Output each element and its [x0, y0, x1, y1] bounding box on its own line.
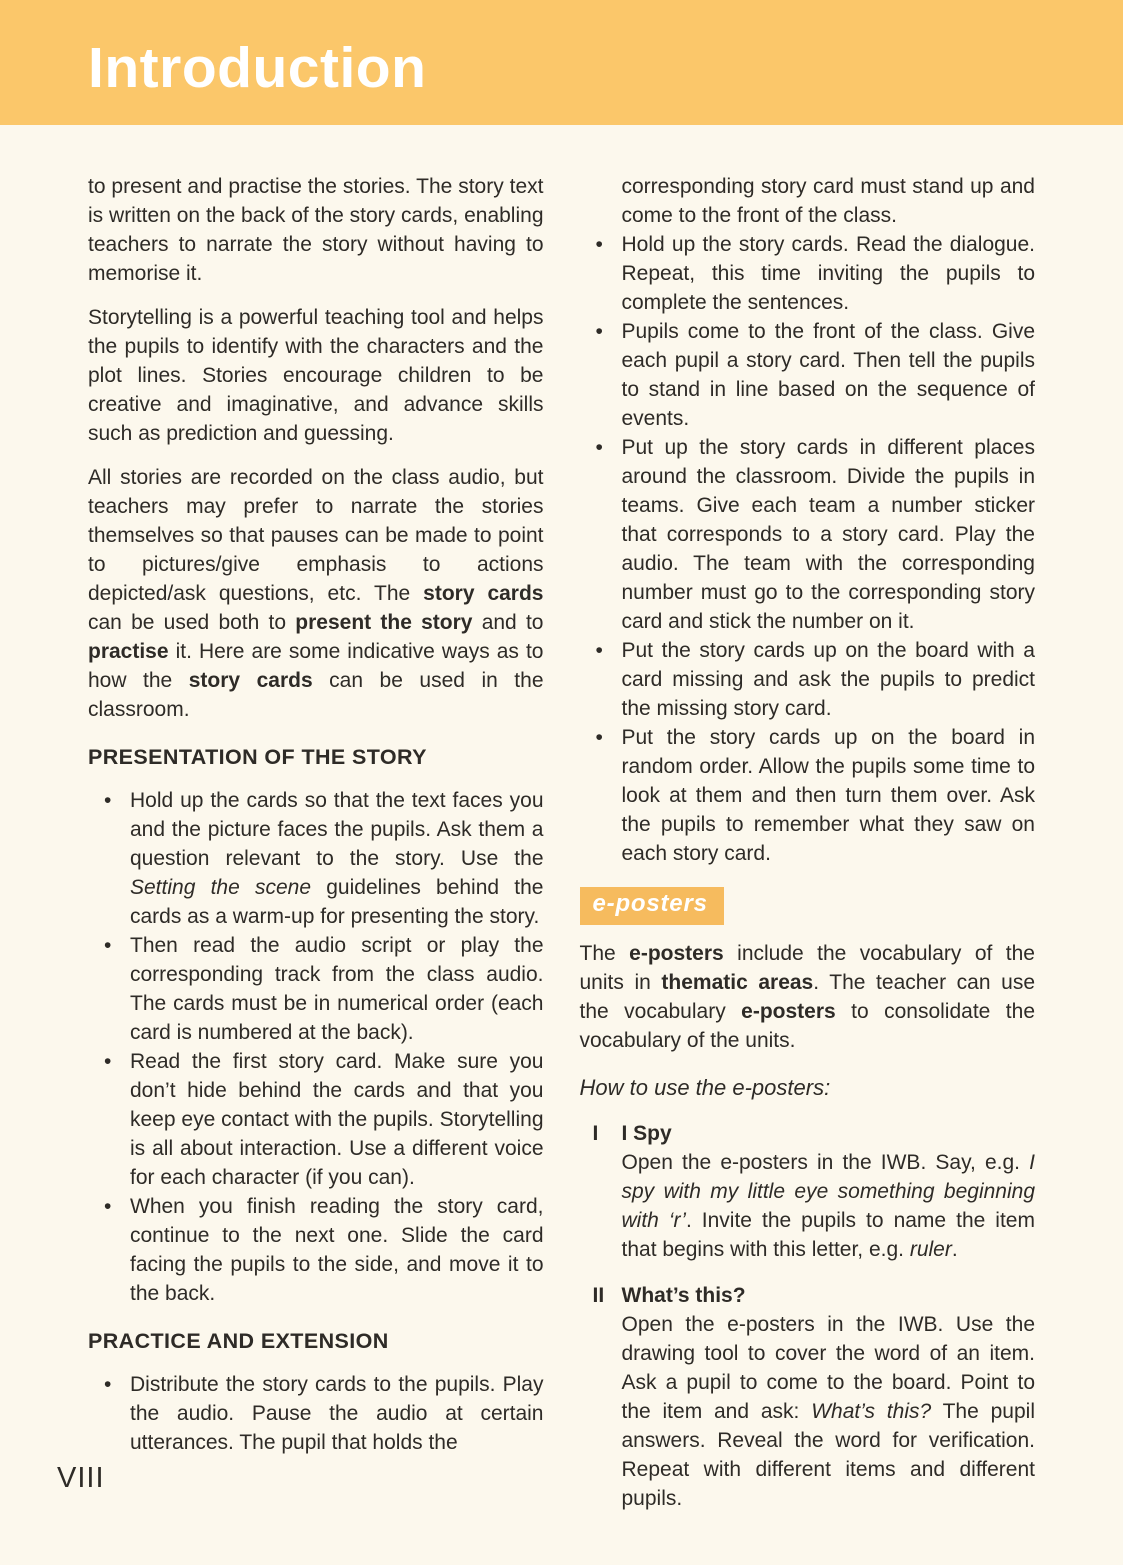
bullet-list-presentation: [88, 786, 544, 1308]
list-item: [88, 1370, 544, 1457]
list-item: [88, 786, 544, 931]
list-item-text: Distribute the story cards to the pupils. Play the audio. Pause the audio at certain utterances. The pupil that holds the: [130, 1373, 544, 1454]
item-text: Open the e-posters in the IWB. Use the drawing tool to cover the word of an item. Ask a pupil to come to the board. Point to the item and ask: What’s this? The pupil answers. Reveal the word for verification. Repeat with different items and different pupils.: [621, 1313, 1035, 1510]
list-item: [580, 230, 1036, 317]
continuation-paragraph: corresponding story card must stand up and come to the front of the class.: [621, 175, 1035, 227]
page-title: Introduction: [88, 36, 427, 100]
list-item-text: Hold up the cards so that the text faces you and the picture faces the pupils. Ask them a question relevant to the story. Use the Setting the scene guidelines behind the cards as a warm-up for presenting the story.: [130, 789, 544, 928]
page-header-banner: [0, 0, 1123, 125]
list-item-text: Put up the story cards in different places around the classroom. Divide the pupils in teams. Give each team a number sticker that corresponds to a story card. Play the audio. The team with the corresponding number must go to the corresponding story card and stick the number on it.: [621, 436, 1035, 633]
bullet-icon: •: [104, 789, 112, 812]
list-item: [580, 433, 1036, 636]
item-numeral: I: [592, 1122, 599, 1145]
howto-line: How to use the e-posters:: [579, 1075, 831, 1100]
page-number: VIII: [57, 1462, 105, 1494]
bullet-icon: •: [595, 436, 603, 459]
list-item: [88, 1047, 544, 1192]
list-item-text: Put the story cards up on the board with a card missing and ask the pupils to predict the missing story card.: [621, 639, 1035, 720]
item-numeral: II: [592, 1284, 605, 1307]
list-item: [88, 1192, 544, 1308]
section-heading-practice: PRACTICE AND EXTENSION: [88, 1329, 389, 1353]
bullet-list-right: [580, 230, 1036, 868]
item-text: Open the e-posters in the IWB. Say, e.g. I spy with my little eye something beginning with ‘r’. Invite the pupils to name the item that begins with this letter, e.g. ruler.: [621, 1151, 1035, 1261]
page-content: [0, 125, 1123, 1513]
numbered-item-i-spy: [580, 1119, 1036, 1264]
bullet-icon: •: [595, 726, 603, 749]
bullet-icon: •: [595, 233, 603, 256]
bullet-icon: •: [104, 1195, 112, 1218]
list-item: [580, 317, 1036, 433]
eposters-section-label: e-posters: [580, 887, 724, 925]
bullet-list-practice: [88, 1370, 544, 1457]
item-title: What’s this?: [621, 1284, 746, 1307]
bullet-icon: •: [595, 320, 603, 343]
list-item-text: When you finish reading the story card, continue to the next one. Slide the card facing the pupils to the side, and move it to the back.: [130, 1195, 544, 1305]
list-item: [580, 723, 1036, 868]
right-column: [580, 172, 1036, 1513]
numbered-item-whats-this: [580, 1281, 1036, 1513]
list-item: [88, 931, 544, 1047]
paragraph: All stories are recorded on the class audio, but teachers may prefer to narrate the stories themselves so that pauses can be made to point to pictures/give emphasis to actions depicted/ask questions, etc. The story cards can be used both to present the story and to practise it. Here are some indicative ways as to how the story cards can be used in the classroom.: [88, 466, 544, 721]
bullet-icon: •: [104, 1373, 112, 1396]
left-column: [88, 172, 544, 1513]
bullet-icon: •: [104, 1050, 112, 1073]
eposters-paragraph: The e-posters include the vocabulary of the units in thematic areas. The teacher can use the vocabulary e-posters to consolidate the vocabulary of the units.: [579, 942, 1035, 1052]
list-item-text: Read the first story card. Make sure you don’t hide behind the cards and that you keep eye contact with the pupils. Storytelling is all about interaction. Use a different voice for each character (if you can).: [130, 1050, 544, 1189]
list-item-text: Pupils come to the front of the class. Give each pupil a story card. Then tell the pupils to stand in line based on the sequence of events.: [621, 320, 1035, 430]
item-body: [622, 1119, 1036, 1264]
bullet-icon: •: [104, 934, 112, 957]
section-heading-presentation: PRESENTATION OF THE STORY: [88, 745, 427, 769]
paragraph: to present and practise the stories. The story text is written on the back of the story cards, enabling teachers to narrate the story without having to memorise it.: [88, 175, 544, 285]
list-item-text: Then read the audio script or play the corresponding track from the class audio. The cards must be in numerical order (each card is numbered at the back).: [130, 934, 544, 1044]
list-item-text: Hold up the story cards. Read the dialogue. Repeat, this time inviting the pupils to complete the sentences.: [621, 233, 1035, 314]
item-body: [622, 1281, 1036, 1513]
item-title: I Spy: [621, 1122, 672, 1145]
list-item: [580, 636, 1036, 723]
bullet-icon: •: [595, 639, 603, 662]
paragraph: Storytelling is a powerful teaching tool and helps the pupils to identify with the characters and the plot lines. Stories encourage children to be creative and imaginative, and advance skills such as prediction and guessing.: [88, 306, 544, 445]
list-item-text: Put the story cards up on the board in random order. Allow the pupils some time to look at them and then turn them over. Ask the pupils to remember what they saw on each story card.: [621, 726, 1035, 865]
